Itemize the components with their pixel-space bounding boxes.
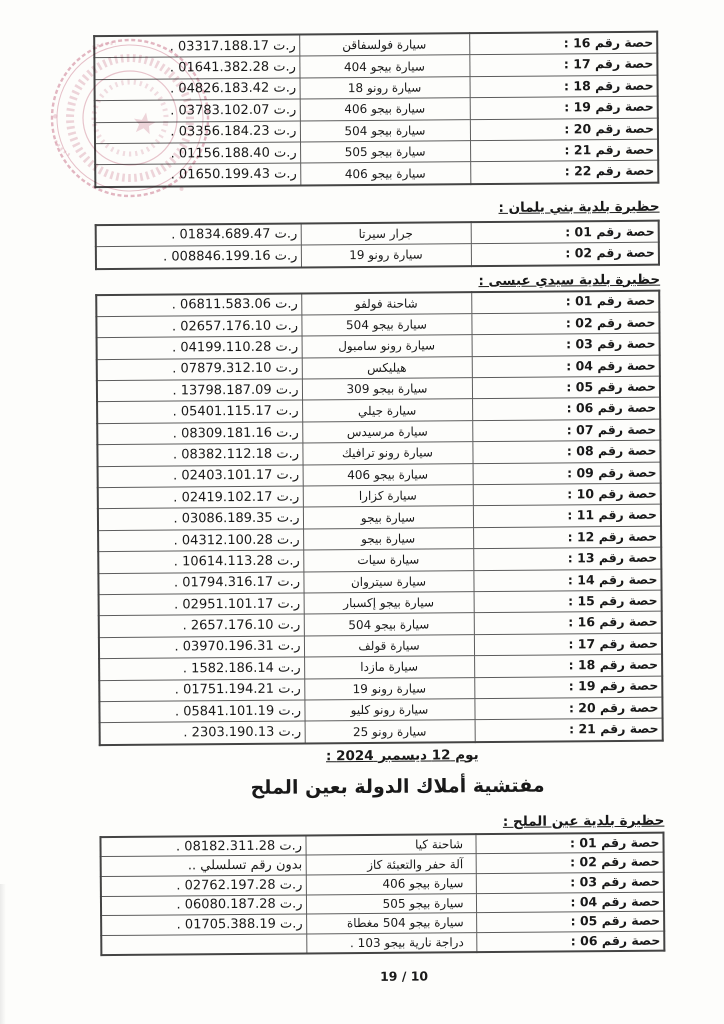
registration-number-cell: ر.ت 08382.112.18 . (97, 443, 302, 466)
vehicle-description-cell: سيارة كزارا (303, 485, 473, 508)
lot-number-cell: حصة رقم 21 : (475, 718, 663, 741)
lot-number-cell: حصة رقم 05 : (476, 911, 664, 932)
lot-number-cell: حصة رقم 07 : (472, 419, 660, 442)
vehicle-description-cell: سيارة بيجو 406 (300, 162, 470, 185)
vehicle-description-cell: سيارة رونو 19 (301, 244, 471, 267)
registration-number-cell: ر.ت 06811.583.06 . (96, 293, 301, 317)
vehicle-description-cell: سيارة بيجو (303, 506, 473, 529)
vehicle-description-cell: سيارة بيجو 504 (300, 119, 470, 142)
vehicle-description-cell: سيارة بيجو إكسبار (304, 592, 474, 615)
lot-number-cell: حصة رقم 01 : (471, 290, 659, 313)
registration-number-cell: ر.ت 04199.110.28 . (97, 336, 302, 359)
vehicle-description-cell: سيارة بيجو 406 (306, 874, 476, 895)
vehicle-description-cell: سيارة بيجو 504 مغطاة (306, 913, 476, 934)
registration-number-cell: ر.ت 02403.101.17 . (98, 465, 303, 488)
vehicle-description-cell: جرار سيرتا (301, 222, 471, 245)
lot-number-cell: حصة رقم 05 : (472, 376, 660, 399)
lot-number-cell: حصة رقم 06 : (472, 398, 660, 421)
lot-number-cell: حصة رقم 19 : (470, 96, 658, 119)
lot-number-cell: حصة رقم 03 : (476, 872, 664, 893)
inspectorate-title: مفتشية أملاك الدولة بعين الملح (250, 774, 545, 799)
vehicle-description-cell: سيارة بيجو 309 (302, 378, 472, 401)
registration-number-cell: ر.ت 03086.189.35 . (98, 507, 303, 530)
lot-number-cell: حصة رقم 21 : (470, 139, 658, 162)
vehicle-lots-table-ain-el-melh (99, 831, 665, 956)
lot-number-cell: حصة رقم 08 : (472, 440, 660, 463)
lot-number-cell: حصة رقم 15 : (474, 590, 662, 613)
table-row (95, 161, 658, 187)
lot-number-cell: حصة رقم 02 : (476, 852, 664, 873)
lot-number-cell: حصة رقم 01 : (471, 220, 659, 243)
vehicle-description-cell: سيارة بيجو 406 (300, 98, 470, 121)
lot-number-cell: حصة رقم 13 : (473, 547, 661, 570)
table-row (100, 718, 663, 744)
vehicle-description-cell: سيارة بيجو (303, 527, 473, 550)
lot-number-cell: حصة رقم 09 : (473, 462, 661, 485)
lot-number-cell: حصة رقم 03 : (472, 333, 660, 356)
lot-number-cell: حصة رقم 17 : (474, 633, 662, 656)
lot-number-cell: حصة رقم 02 : (471, 242, 659, 265)
lot-number-cell: حصة رقم 01 : (475, 832, 663, 854)
registration-number-cell: ر.ت 03317.188.17 . (94, 34, 299, 58)
lot-number-cell: حصة رقم 22 : (470, 161, 658, 184)
registration-number-cell: ر.ت 01794.316.17 . (98, 572, 303, 595)
lot-number-cell: حصة رقم 17 : (469, 54, 657, 77)
lot-number-cell: حصة رقم 19 : (474, 676, 662, 699)
registration-number-cell: بدون رقم تسلسلي .. (101, 855, 306, 876)
vehicle-description-cell: هيليكس (302, 356, 472, 379)
registration-number-cell: ر.ت 02657.176.10 . (96, 315, 301, 338)
section-heading-beni-yelmane: حظيرة بلدية بني يلمان : (498, 198, 660, 216)
registration-number-cell: ر.ت 05841.101.19 . (99, 700, 304, 723)
registration-number-cell (101, 934, 306, 956)
registration-number-cell: ر.ت 01705.388.19 . (101, 914, 306, 935)
vehicle-description-cell: سيارة بيجو 504 (301, 314, 471, 337)
registration-number-cell: ر.ت 08182.311.28 . (100, 835, 305, 857)
registration-number-cell: ر.ت 01156.188.40 . (95, 142, 300, 165)
section-heading-ain-el-melh: حظيرة بلدية عين الملح : (502, 812, 665, 830)
lot-number-cell: حصة رقم 04 : (472, 355, 660, 378)
lot-number-cell: حصة رقم 16 : (474, 612, 662, 635)
vehicle-lots-table-sidi-aissa (95, 289, 664, 746)
lot-number-cell: حصة رقم 11 : (473, 505, 661, 528)
vehicle-description-cell: سيارة رونو كليو (304, 699, 474, 722)
registration-number-cell: ر.ت 04826.183.42 . (95, 78, 300, 101)
page-number: 19 / 10 (379, 968, 429, 985)
vehicle-description-cell: سيارة بيجو 406 (303, 463, 473, 486)
vehicle-description-cell: آلة حفر والتعبئة كاز (306, 854, 476, 875)
vehicle-description-cell: سيارة قولف (304, 634, 474, 657)
vehicle-description-cell: سيارة جيلي (302, 399, 472, 422)
registration-number-cell: ر.ت 03783.102.07 . (95, 99, 300, 122)
vehicle-description-cell: سيارة فولسفاقن (299, 33, 469, 56)
table-row (96, 242, 659, 268)
vehicle-description-cell: شاحنة فولفو (301, 292, 471, 315)
registration-number-cell: ر.ت 04312.100.28 . (98, 529, 303, 552)
vehicle-description-cell: دراجة نارية بيجو 103 . (306, 932, 476, 953)
vehicle-description-cell: سيارة رونو 25 (305, 720, 475, 743)
auction-date-line: يوم 12 ديسمبر 2024 : (325, 746, 479, 765)
registration-number-cell: ر.ت 2657.176.10 . (99, 614, 304, 637)
registration-number-cell: ر.ت 03356.184.23 . (95, 121, 300, 144)
registration-number-cell: ر.ت 02951.101.17 . (99, 593, 304, 616)
registration-number-cell: ر.ت 05401.115.17 . (97, 400, 302, 423)
lot-number-cell: حصة رقم 04 : (476, 892, 664, 913)
lot-number-cell: حصة رقم 12 : (473, 526, 661, 549)
lot-number-cell: حصة رقم 10 : (473, 483, 661, 506)
vehicle-description-cell: سيارة رونو ترافيك (302, 442, 472, 465)
registration-number-cell: ر.ت 08309.181.16 . (97, 422, 302, 445)
registration-number-cell: ر.ت 03970.196.31 . (99, 636, 304, 659)
registration-number-cell: ر.ت 01650.199.43 . (95, 163, 300, 187)
vehicle-description-cell: سيارة بيجو 505 (306, 893, 476, 914)
registration-number-cell: ر.ت 1582.186.14 . (99, 657, 304, 680)
lot-number-cell: حصة رقم 16 : (469, 32, 657, 55)
vehicle-description-cell: سيارة سيات (303, 549, 473, 572)
vehicle-description-cell: سيارة سيتروان (303, 570, 473, 593)
scan-edge-artifact (0, 884, 6, 1024)
vehicle-description-cell: سيارة بيجو 504 (304, 613, 474, 636)
lot-number-cell: حصة رقم 18 : (470, 75, 658, 98)
vehicle-description-cell: سيارة مازدا (304, 656, 474, 679)
vehicle-description-cell: سيارة بيجو 505 (300, 141, 470, 164)
vehicle-description-cell: سيارة رونو 19 (304, 677, 474, 700)
registration-number-cell: ر.ت 01834.689.47 . (96, 223, 301, 247)
registration-number-cell: ر.ت 01641.382.28 . (94, 56, 299, 79)
section-heading-sidi-aissa: حظيرة بلدية سيدي عيسى : (478, 271, 661, 289)
table-row (101, 931, 664, 956)
registration-number-cell: ر.ت 01751.194.21 . (99, 679, 304, 702)
registration-number-cell: ر.ت 13798.187.09 . (97, 379, 302, 402)
registration-number-cell: ر.ت 02419.102.17 . (98, 486, 303, 509)
lot-number-cell: حصة رقم 20 : (470, 118, 658, 141)
vehicle-description-cell: شاحنة كيا (305, 834, 475, 855)
registration-number-cell: ر.ت 008846.199.16 . (96, 245, 301, 269)
lot-number-cell: حصة رقم 20 : (474, 697, 662, 720)
lot-number-cell: حصة رقم 06 : (476, 931, 664, 953)
lot-number-cell: حصة رقم 02 : (471, 312, 659, 335)
vehicle-description-cell: سيارة بيجو 404 (299, 55, 469, 78)
registration-number-cell: ر.ت 2303.190.13 . (100, 721, 305, 745)
vehicle-description-cell: سيارة رونو سامبول (302, 335, 472, 358)
lot-number-cell: حصة رقم 14 : (473, 569, 661, 592)
registration-number-cell: ر.ت 02762.197.28 . (101, 875, 306, 896)
vehicle-description-cell: سيارة مرسيدس (302, 420, 472, 443)
lot-number-cell: حصة رقم 18 : (474, 654, 662, 677)
registration-number-cell: ر.ت 10614.113.28 . (98, 550, 303, 573)
vehicle-lots-table-beni-yelmane (95, 219, 660, 269)
registration-number-cell: ر.ت 06080.187.28 . (101, 894, 306, 915)
registration-number-cell: ر.ت 07879.312.10 . (97, 358, 302, 381)
vehicle-lots-table-continued (93, 31, 659, 188)
vehicle-description-cell: سيارة رونو 18 (300, 76, 470, 99)
